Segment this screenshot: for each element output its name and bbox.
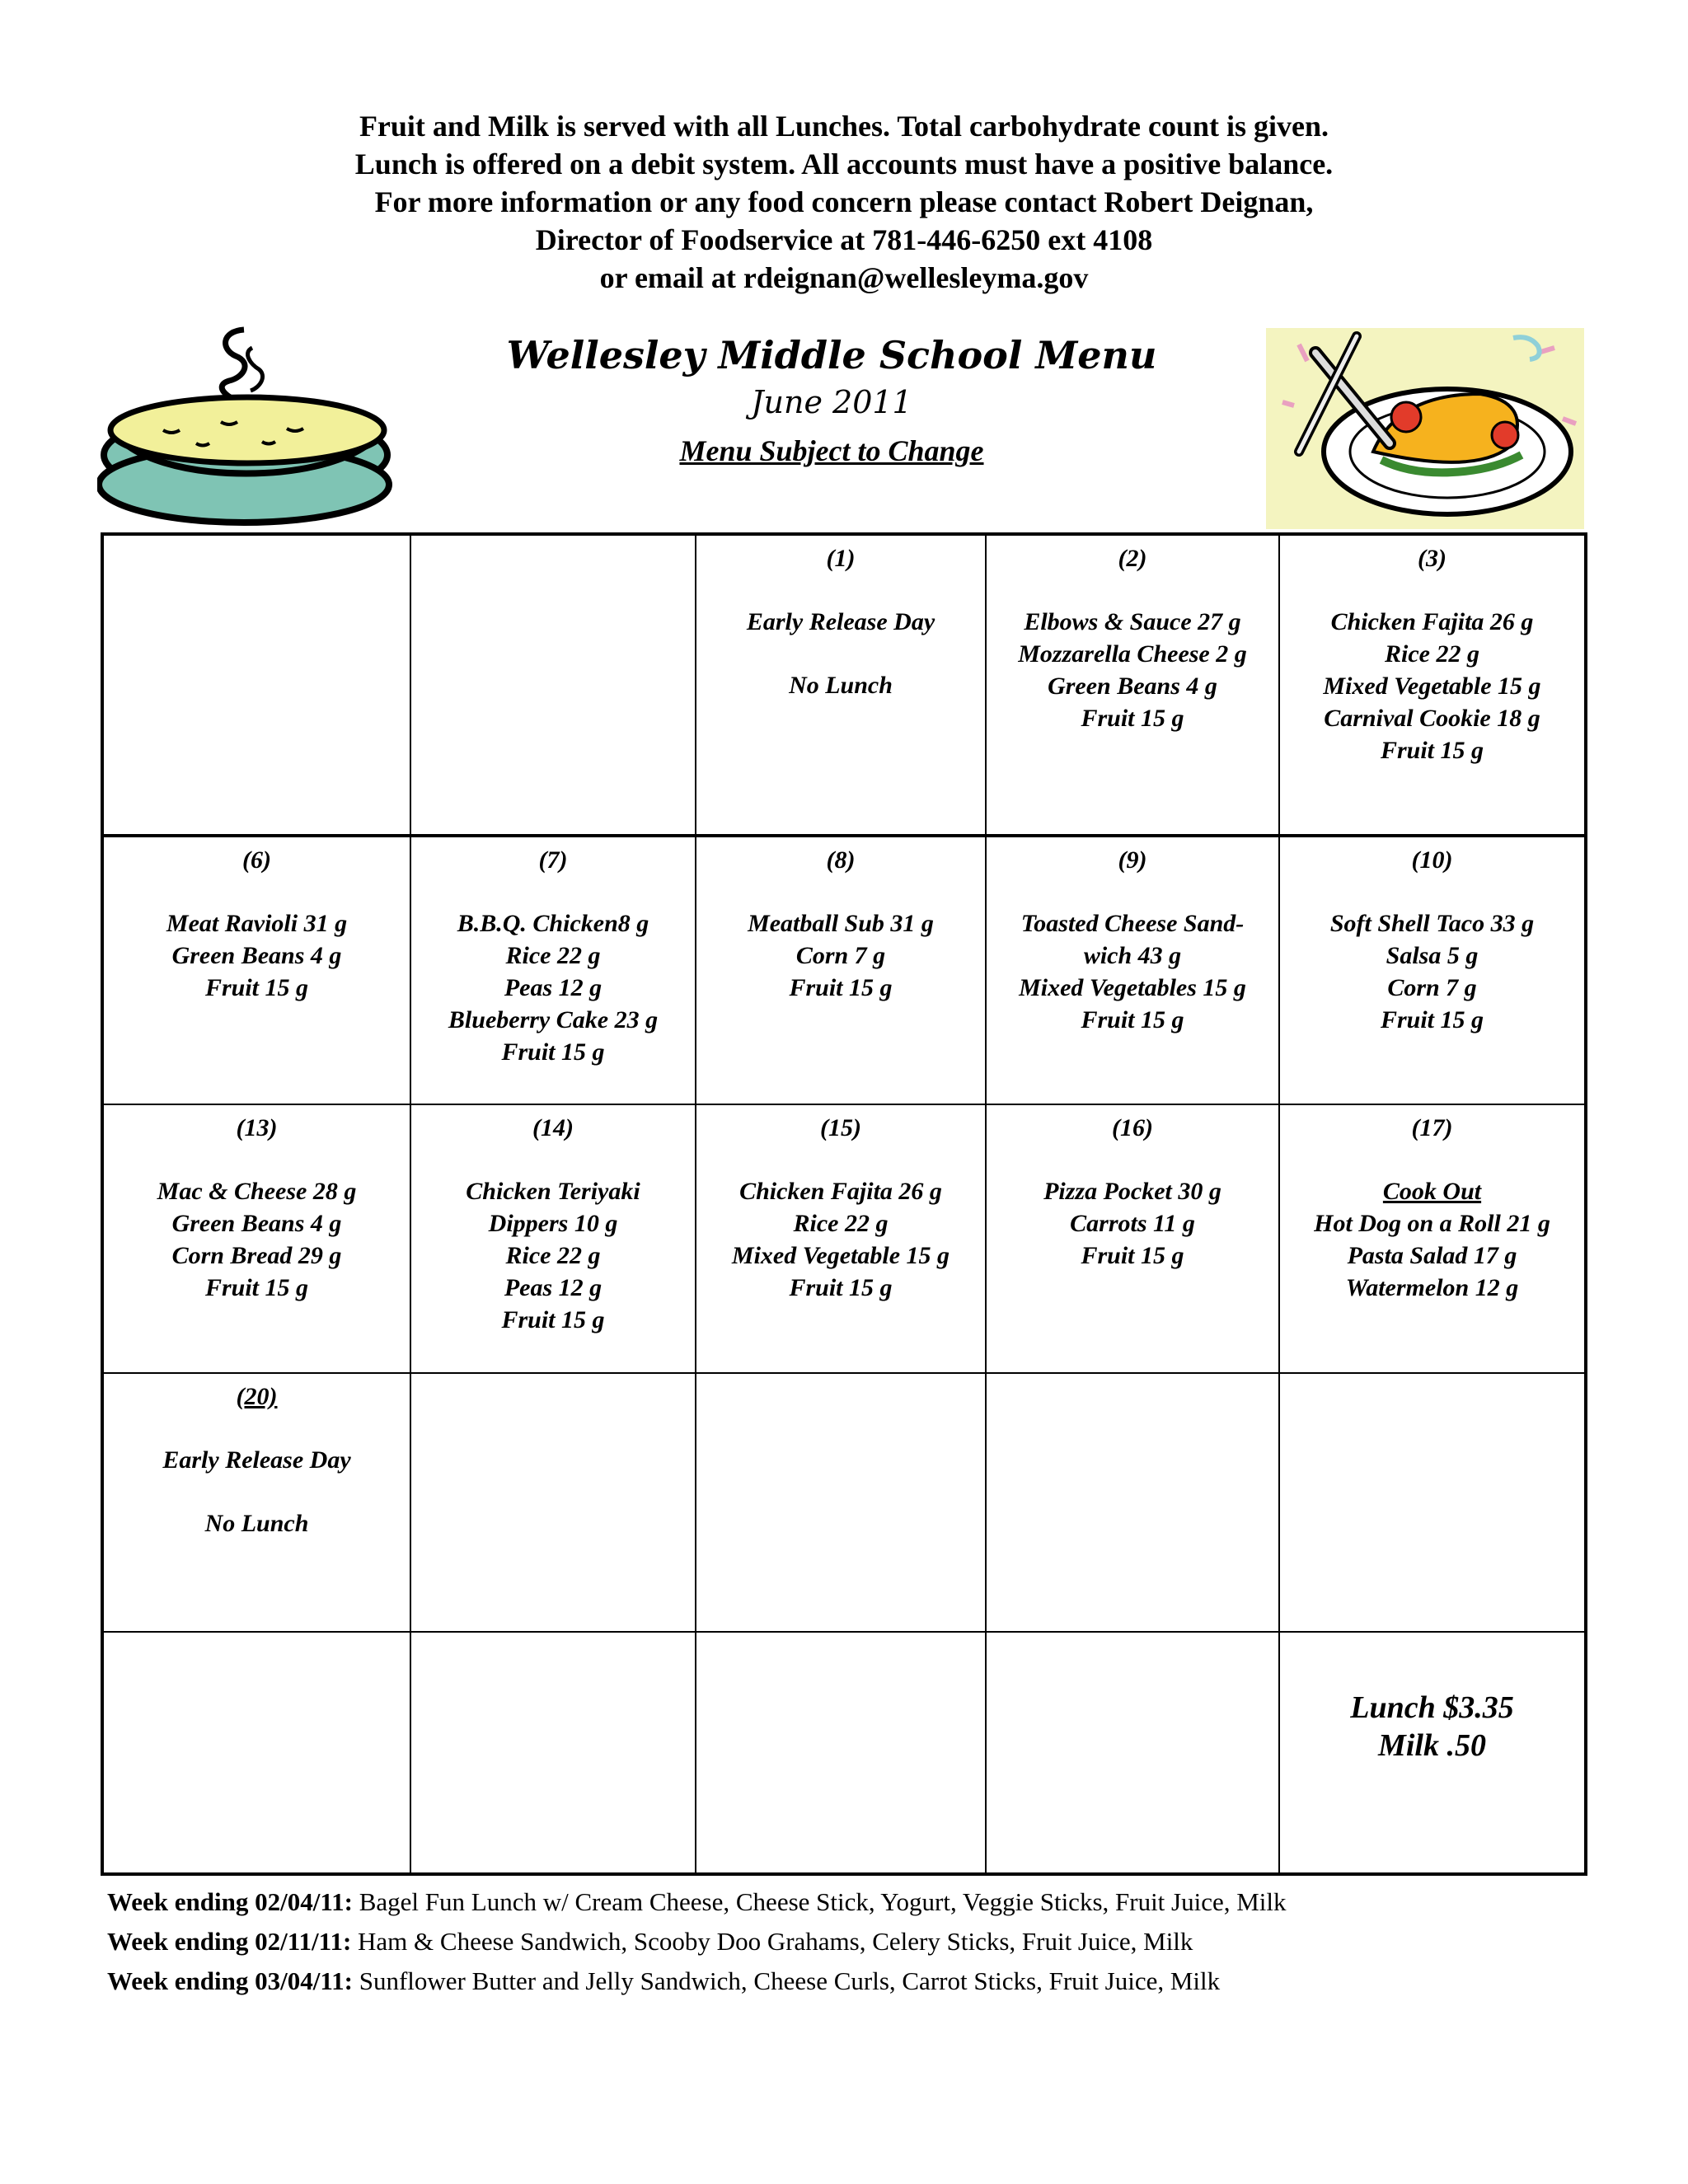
menu-month: June 2011 — [751, 384, 912, 420]
menu-item: Rice 22 g — [505, 942, 601, 969]
header-line-1: Fruit and Milk is served with all Lunches. Total carbohydrate count is given. — [359, 110, 1329, 143]
calendar-cell-day-10 — [1279, 836, 1586, 1104]
calendar-cell-day-9 — [986, 836, 1279, 1104]
menu-calendar — [101, 532, 1587, 1876]
menu-item: Fruit 15 g — [501, 1038, 605, 1066]
menu-item: Watermelon 12 g — [1345, 1274, 1519, 1301]
menu-item: Green Beans 4 g — [171, 1210, 342, 1237]
calendar-cell-empty — [102, 534, 410, 836]
calendar-cell-empty — [986, 1373, 1279, 1632]
calendar-cell-empty — [410, 1373, 696, 1632]
menu-item: Early Release Day — [746, 608, 935, 635]
week-text: Ham & Cheese Sandwich, Scooby Doo Grahams, Celery Sticks, Fruit Juice, Milk — [351, 1927, 1193, 1956]
spacer — [700, 638, 982, 669]
week-label: Week ending 03/04/11: — [107, 1966, 353, 1995]
week-note — [107, 1882, 1287, 1922]
price-cell — [1279, 1632, 1586, 1874]
menu-item: Rice 22 g — [793, 1210, 889, 1237]
menu-item: Fruit 15 g — [1081, 705, 1184, 732]
day-number: (2) — [1118, 545, 1147, 572]
header-line-2: Lunch is offered on a debit system. All accounts must have a positive balance. — [354, 148, 1334, 180]
menu-item: Elbows & Sauce 27 g — [1024, 608, 1241, 635]
menu-item: Toasted Cheese Sand- — [1020, 910, 1245, 937]
menu-item: Corn 7 g — [795, 942, 886, 969]
header-line-5: or email at rdeignan@wellesleyma.gov — [599, 261, 1089, 294]
calendar-week-2 — [102, 836, 1586, 1104]
menu-subject-note: Menu Subject to Change — [679, 434, 984, 467]
menu-item: Mac & Cheese 28 g — [157, 1178, 357, 1205]
day-number: (14) — [532, 1114, 574, 1141]
calendar-cell-empty — [410, 1632, 696, 1874]
menu-item: Chicken Fajita 26 g — [739, 1178, 942, 1205]
week-note — [107, 1961, 1287, 2001]
day-number: (3) — [1418, 545, 1447, 572]
calendar-cell-empty — [1279, 1373, 1586, 1632]
header-line-3: For more information or any food concern please contact Robert Deignan, — [374, 185, 1314, 218]
menu-title: Wellesley Middle School Menu — [506, 333, 1157, 377]
menu-item: Meat Ravioli 31 g — [166, 910, 348, 937]
menu-item: No Lunch — [204, 1510, 309, 1537]
menu-item: Fruit 15 g — [1380, 1006, 1484, 1033]
menu-item: Carrots 11 g — [1070, 1210, 1195, 1237]
menu-item: Rice 22 g — [505, 1242, 601, 1269]
calendar-cell-empty — [986, 1632, 1279, 1874]
calendar-cell-empty — [696, 1632, 986, 1874]
calendar-cell-empty — [696, 1373, 986, 1632]
header-info — [0, 107, 1688, 297]
menu-item: Fruit 15 g — [501, 1306, 605, 1333]
calendar-cell-day-13 — [102, 1104, 410, 1373]
menu-item: Chicken Teriyaki — [466, 1178, 640, 1205]
menu-item: Green Beans 4 g — [1048, 673, 1217, 700]
cook-out-title: Cook Out — [1382, 1178, 1482, 1205]
day-number: (17) — [1411, 1114, 1453, 1141]
calendar-cell-day-3 — [1279, 534, 1586, 836]
menu-item: Blueberry Cake 23 g — [448, 1006, 659, 1033]
menu-item: Chicken Fajita 26 g — [1330, 608, 1534, 635]
menu-item: Mozzarella Cheese 2 g — [1018, 640, 1247, 668]
calendar-cell-day-15 — [696, 1104, 986, 1373]
menu-item: Carnival Cookie 18 g — [1324, 705, 1540, 732]
menu-item: Fruit 15 g — [1081, 1242, 1184, 1269]
calendar-cell-day-17 — [1279, 1104, 1586, 1373]
menu-item: Pasta Salad 17 g — [1347, 1242, 1517, 1269]
calendar-week-5 — [102, 1632, 1586, 1874]
menu-item: Meatball Sub 31 g — [748, 910, 934, 937]
day-number: (6) — [242, 846, 271, 874]
day-number: (13) — [236, 1114, 278, 1141]
day-number: (1) — [826, 545, 856, 572]
weekly-lunch-notes — [107, 1882, 1287, 2001]
menu-item: Corn Bread 29 g — [171, 1242, 342, 1269]
price-list — [1283, 1689, 1581, 1765]
day-number: (8) — [826, 846, 856, 874]
header-line-4: Director of Foodservice at 781-446-6250 ext 4108 — [535, 223, 1153, 256]
menu-item: Rice 22 g — [1385, 640, 1479, 668]
day-number: (16) — [1112, 1114, 1153, 1141]
week-note — [107, 1922, 1287, 1961]
calendar-cell-day-7 — [410, 836, 696, 1104]
menu-item: Hot Dog on a Roll 21 g — [1314, 1210, 1550, 1237]
menu-item: wich 43 g — [1083, 942, 1182, 969]
menu-item: Fruit 15 g — [789, 1274, 893, 1301]
menu-item: Corn 7 g — [1387, 974, 1477, 1001]
menu-item: Early Release Day — [162, 1446, 351, 1474]
menu-item: Peas 12 g — [504, 1274, 603, 1301]
menu-item: Mixed Vegetables 15 g — [1019, 974, 1246, 1001]
week-text: Sunflower Butter and Jelly Sandwich, Cheese Curls, Carrot Sticks, Fruit Juice, Milk — [352, 1966, 1221, 1995]
menu-item: Mixed Vegetable 15 g — [1323, 673, 1541, 700]
menu-item: Soft Shell Taco 33 g — [1329, 910, 1535, 937]
calendar-cell-day-16 — [986, 1104, 1279, 1373]
menu-item: Fruit 15 g — [204, 1274, 309, 1301]
day-number: (9) — [1118, 846, 1147, 874]
menu-item: Dippers 10 g — [488, 1210, 618, 1237]
milk-price: Milk .50 — [1378, 1728, 1486, 1763]
spacer — [107, 1476, 406, 1507]
menu-item: Fruit 15 g — [789, 974, 893, 1001]
day-number: (15) — [820, 1114, 861, 1141]
menu-item: Mixed Vegetable 15 g — [731, 1242, 950, 1269]
menu-item: Peas 12 g — [504, 974, 603, 1001]
calendar-cell-day-14 — [410, 1104, 696, 1373]
calendar-cell-empty — [410, 534, 696, 836]
calendar-cell-day-8 — [696, 836, 986, 1104]
menu-item: Fruit 15 g — [204, 974, 309, 1001]
calendar-week-1 — [102, 534, 1586, 836]
week-label: Week ending 02/04/11: — [107, 1887, 353, 1916]
calendar-week-3 — [102, 1104, 1586, 1373]
calendar-cell-day-20 — [102, 1373, 410, 1632]
week-label: Week ending 02/11/11: — [107, 1927, 352, 1956]
day-number: (10) — [1411, 846, 1453, 874]
menu-item: Salsa 5 g — [1386, 942, 1479, 969]
menu-item: Fruit 15 g — [1081, 1006, 1184, 1033]
week-text: Bagel Fun Lunch w/ Cream Cheese, Cheese Stick, Yogurt, Veggie Sticks, Fruit Juice, Milk — [352, 1887, 1287, 1916]
calendar-cell-empty — [102, 1632, 410, 1874]
menu-item: Green Beans 4 g — [171, 942, 342, 969]
lunch-price: Lunch $3.35 — [1350, 1690, 1514, 1725]
day-number: (7) — [538, 846, 568, 874]
calendar-cell-day-2 — [986, 534, 1279, 836]
calendar-cell-day-6 — [102, 836, 410, 1104]
menu-item: Pizza Pocket 30 g — [1043, 1178, 1221, 1205]
menu-item: B.B.Q. Chicken8 g — [457, 910, 649, 937]
calendar-cell-day-1 — [696, 534, 986, 836]
day-number: (20) — [236, 1383, 278, 1410]
menu-item: No Lunch — [789, 672, 893, 699]
menu-item: Fruit 15 g — [1380, 737, 1484, 764]
calendar-week-4 — [102, 1373, 1586, 1632]
